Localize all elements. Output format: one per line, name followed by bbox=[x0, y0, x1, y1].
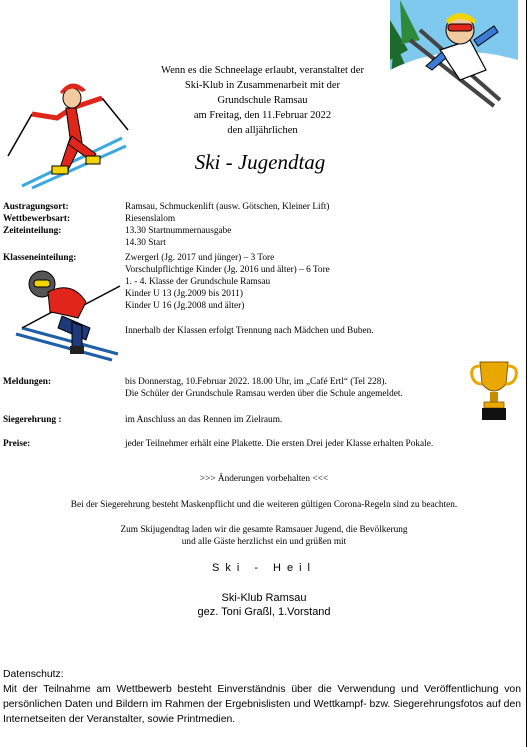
preise-value: jeder Teilnehmer erhält eine Plakette. Die ersten Drei jeder Klasse erhalten Pokale. bbox=[125, 439, 434, 449]
event-title: Ski - Jugendtag bbox=[194, 150, 326, 174]
klassen-value: Kinder U 13 (Jg.2009 bis 2011) bbox=[125, 289, 243, 299]
zeit-value: 13.30 Startnummernausgabe bbox=[125, 226, 232, 236]
klassen-value: Zwergerl (Jg. 2017 und jünger) – 3 Tore bbox=[125, 253, 275, 263]
klassen-value: Kinder U 16 (Jg.2008 und älter) bbox=[125, 301, 245, 311]
ort-value: Ramsau, Schmuckenlift (ausw. Götschen, Kleiner Lift) bbox=[125, 202, 330, 212]
ort-label: Austragungsort: bbox=[3, 202, 69, 212]
downhill-skier-illustration bbox=[12, 262, 122, 364]
intro-line: am Freitag, den 11.Februar 2022 bbox=[193, 110, 332, 121]
klassen-note: Innerhalb der Klassen erfolgt Trennung nach Mädchen und Buben. bbox=[125, 326, 374, 336]
wettbewerb-label: Wettbewerbsart: bbox=[3, 214, 71, 224]
privacy-heading: Datenschutz: bbox=[3, 669, 64, 680]
meldung-value: bis Donnerstag, 10.Februar 2022. 18.00 Uhr, im „Café Ertl“ (Tel 228). bbox=[125, 377, 387, 387]
page-border bbox=[526, 0, 527, 747]
crazy-skier-illustration bbox=[390, 0, 518, 110]
privacy-section bbox=[3, 667, 521, 727]
intro-line: Ski-Klub in Zusammenarbeit mit der bbox=[184, 80, 341, 91]
preise-label: Preise: bbox=[3, 439, 31, 449]
klassen-value: 1. - 4. Klasse der Grundschule Ramsau bbox=[125, 277, 271, 287]
intro-text bbox=[130, 63, 395, 138]
intro-line: den alljährlichen bbox=[227, 125, 298, 136]
wettbewerb-value: Riesenslalom bbox=[125, 214, 176, 224]
intro-line: Grundschule Ramsau bbox=[217, 95, 308, 106]
zeit-value: 14.30 Start bbox=[125, 238, 166, 248]
klassen-label: Klasseneinteilung: bbox=[3, 253, 77, 263]
sieger-value: im Anschluss an das Rennen im Zielraum. bbox=[125, 415, 283, 425]
changes-notice: >>> Änderungen vorbehalten <<< bbox=[199, 474, 329, 484]
club-name: Ski-Klub Ramsau bbox=[221, 592, 307, 604]
mask-notice: Bei der Siegerehrung besteht Maskenpflicht und die weiteren gültigen Corona-Regeln sind zu beachten. bbox=[70, 500, 458, 510]
meldung-label: Meldungen: bbox=[3, 377, 52, 387]
klassen-value: Vorschulpflichtige Kinder (Jg. 2016 und älter) – 6 Tore bbox=[125, 265, 330, 275]
sieger-label: Siegerehrung : bbox=[3, 415, 62, 425]
meldung-value: Die Schüler der Grundschule Ramsau werden über die Schule angemeldet. bbox=[125, 389, 403, 399]
signature-line: gez. Toni Graßl, 1.Vorstand bbox=[197, 606, 331, 618]
privacy-text: Mit der Teilnahme am Wettbewerb besteht Einverständnis über die Verwendung und Veröffentlichung von persönlichen Daten und Bildern im Rahmen der Ergebnislisten und Wettkampf- bzw. Siegerehrungsfotos auf den Internetseiten der Veranstalter, sowie Printmedien. bbox=[3, 684, 521, 725]
ski-heil-greeting: Ski - Heil bbox=[211, 562, 316, 574]
invite-line: und alle Gäste herzlichst ein und grüßen mit bbox=[181, 537, 347, 547]
zeit-label: Zeiteinteilung: bbox=[3, 226, 62, 236]
intro-line: Wenn es die Schneelage erlaubt, veranstaltet der bbox=[161, 65, 364, 76]
trophy-icon bbox=[470, 358, 518, 424]
invite-line: Zum Skijugendtag laden wir die gesamte Ramsauer Jugend, die Bevölkerung bbox=[120, 525, 408, 535]
skier-jump-illustration bbox=[2, 78, 132, 190]
